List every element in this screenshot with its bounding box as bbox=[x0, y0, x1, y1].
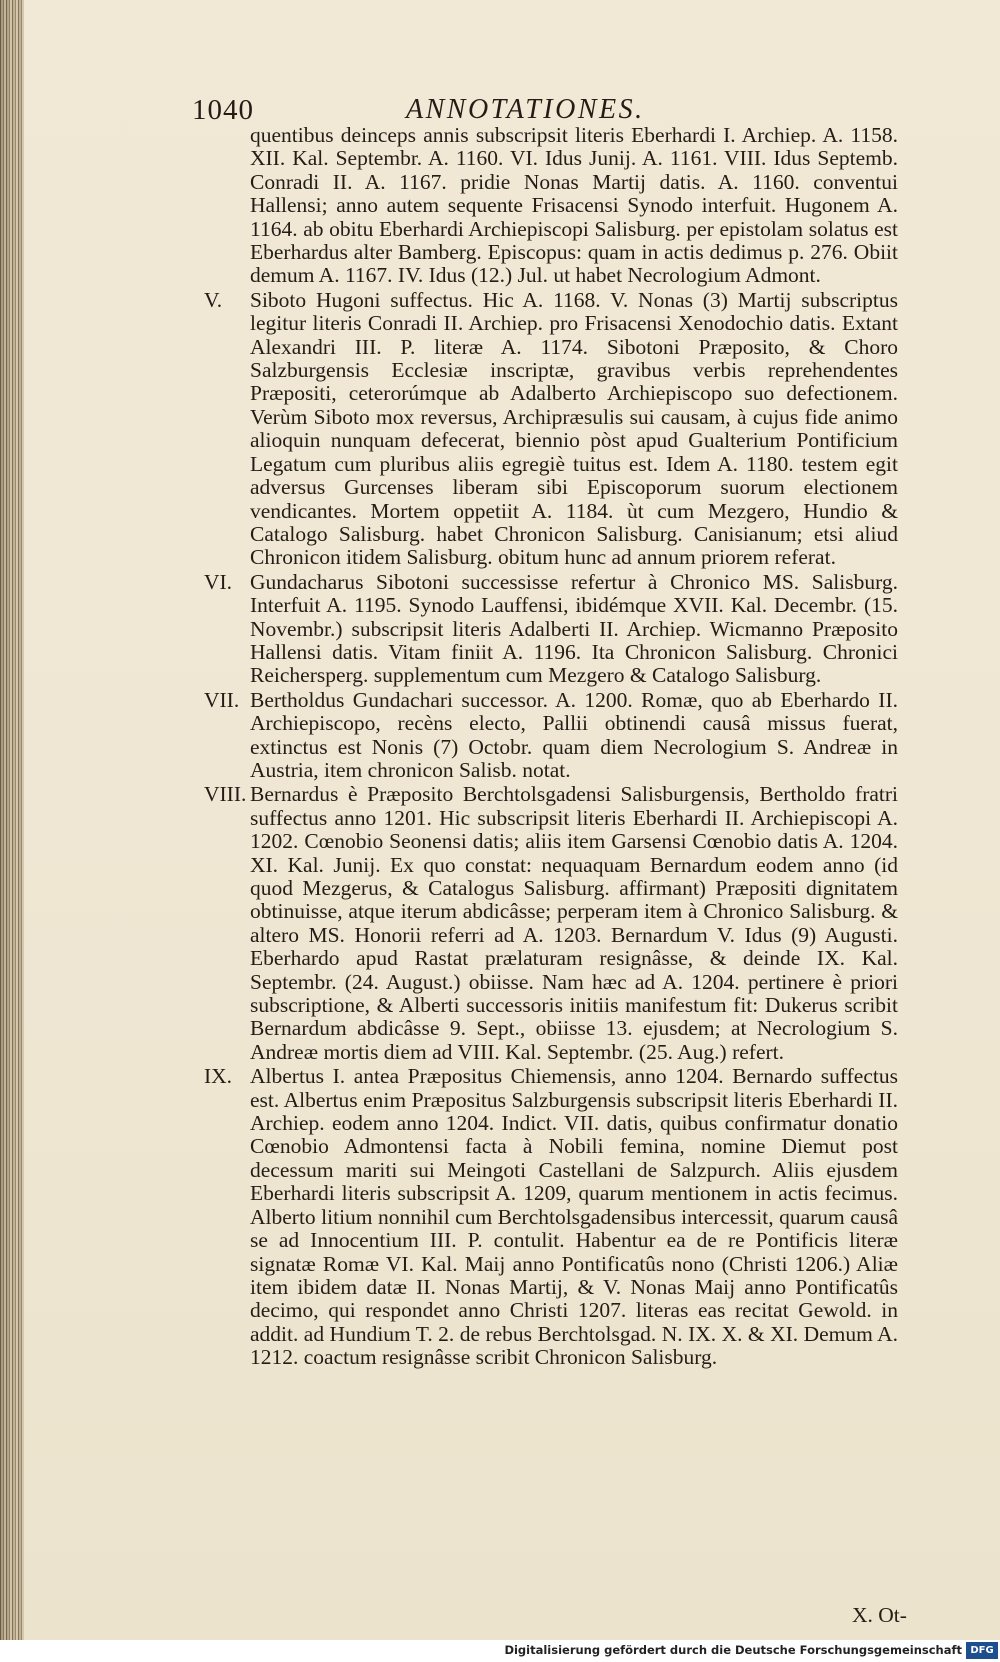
entry-number: VI. bbox=[204, 569, 233, 594]
running-head: ANNOTATIONES. bbox=[406, 94, 645, 125]
entry-number: IX. bbox=[204, 1064, 233, 1089]
entry-continuation bbox=[218, 124, 898, 288]
catchword: X. Ot- bbox=[852, 1603, 907, 1627]
entry-text: Albertus I. antea Præpositus Chiemensis, anno 1204. Bernardo suffectus est. Albertus enim Præpositus Salzburgensis subscripsit literis Eberhardi II. Archiep. eodem anno 1204. Indict. VII. datis, quibus confirmatur donatio Cœnobio Admontensi facta à Nobili femina, nomine Diemut post decessum mariti sui Meingoti Castellani de Salzpurch. Aliis ejusdem Eberhardi literis subscripsit A. 1209, quarum mentionem in actis fecimus. Alberto litium nonnihil cum Berchtolsgadensibus intercessit, quarum causâ se ad Innocentium III. P. contulit. Habentur ea de re Pontificis literæ signatæ Romæ VI. Kal. Maij anno Pontificatûs nono (Christi 1206.) Aliæ item ibidem datæ II. Nonas Martij, & V. Nonas Maij anno Pontificatûs decimo, qui respondet anno Christi 1207. literas eas recitat Gewold. in addit. ad Hundium T. 2. de rebus Berchtolsgad. N. IX. X. & XI. Demum A. 1212. coactum resignâsse scribit Chronicon Salisburg. bbox=[250, 1064, 898, 1370]
dfg-logo: DFG bbox=[966, 1642, 998, 1659]
footer-band bbox=[0, 1640, 1000, 1662]
entry-text: Gundacharus Sibotoni successisse refertur à Chronico MS. Salisburg. Interfuit A. 1195. Synodo Lauffensi, ibidémque XVII. Kal. Decembr. (15. Novembr.) subscripsit literis Adalberti II. Archiep. Wicmanno Præposito Hallensi datis. Vitam finiit A. 1196. Ita Chronicon Salisburg. Chronici Reichersperg. supplementum cum Mezgero & Catalogo Salisburg. bbox=[250, 569, 898, 688]
entry-number: VII. bbox=[204, 687, 240, 712]
body-text bbox=[204, 123, 898, 1370]
entry-number: VIII. bbox=[204, 782, 247, 807]
entry-text: Bertholdus Gundachari successor. A. 1200. Romæ, quo ab Eberhardo II. Archiepiscopo, recèns electo, Pallii obtinendi causâ missus fuerat, extinctus est Nonis (7) Octobr. quam diem Necrologium S. Andreæ in Austria, item chronicon Salisb. notat. bbox=[250, 687, 898, 782]
page-number: 1040 bbox=[192, 94, 254, 126]
entry-viii bbox=[204, 782, 898, 1064]
entry-number: V. bbox=[204, 287, 223, 312]
digitization-credit: Digitalisierung gefördert durch die Deutsche Forschungsgemeinschaft bbox=[504, 1643, 962, 1657]
entry-text: Bernardus è Præposito Berchtolsgadensi Salisburgensis, Bertholdo fratri suffectus anno 1201. Hic subscripsit literis Eberhardi II. Archiepiscopi A. 1202. Cœnobio Seonensi datis; aliis item Garsensi Cœnobio datis A. 1204. XI. Kal. Junij. Ex quo constat: nequaquam Bernardum eodem anno (id quod Mezgerus, & Catalogus Salisburg. affirmant) Præpositi dignitatem obtinuisse, atque iterum abdicâsse; perperam item à Chronico Salisburg. & altero MS. Honorii referri ad A. 1203. Bernardum V. Idus (9) Augusti. Eberhardo apud Rastat prælaturam resignâsse, & deinde IX. Kal. Septembr. (24. August.) obiisse. Nam hæc ad A. 1204. pertinere è priori subscriptione, & Alberti successoris initiis manifestum fit: Dukerus scribit Bernardum abdicâsse 9. Sept., obiisse 13. ejusdem; at Necrologium S. Andreæ mortis diem ad VIII. Kal. Septembr. (25. Aug.) refert. bbox=[250, 782, 898, 1064]
entry-ix bbox=[204, 1064, 898, 1370]
book-fore-edge bbox=[0, 0, 24, 1640]
entry-vi bbox=[204, 569, 898, 688]
entry-vii bbox=[204, 687, 898, 783]
entry-text: quentibus deinceps annis subscripsit literis Eberhardi I. Archiep. A. 1158. XII. Kal. Septembr. A. 1160. VI. Idus Junij. A. 1161. VIII. Idus Septemb. Conradi II. A. 1167. pridie Nonas Martij datis. A. 1160. conventui Hallensi; anno autem sequente Frisacensi Synodo interfuit. Hugonem A. 1164. ab obitu Eberhardi Archiepiscopi Salisburg. per epistolam solatus est Eberhardus alter Bamberg. Episcopus: quam in actis dedimus p. 276. Obiit demum A. 1167. IV. Idus (12.) Jul. ut habet Necrologium Admont. bbox=[250, 123, 898, 288]
entry-v bbox=[204, 287, 898, 570]
entry-text: Siboto Hugoni suffectus. Hic A. 1168. V. Nonas (3) Martij subscriptus legitur literis Conradi II. Archiep. pro Frisacensi Xenodochio datis. Extant Alexandri III. P. literæ A. 1174. Sibotoni Præposito, & Choro Salzburgensis Ecclesiæ inscriptæ, gravibus verbis reprehendentes Præpositi, ceterorúmque ab Adalberto Archiepiscopo suo defectionem. Verùm Siboto mox reversus, Archipræsulis sui causam, à cujus fide animo alioquin nunquam defecerat, biennio pòst apud Gualterium Pontificium Legatum cum pluribus aliis egregiè tuitus est. Idem A. 1180. testem egit adversus Gurcenses liberam sibi Episcoporum suorum electionem vendicantes. Mortem oppetiit A. 1184. ùt cum Mezgero, Hundio & Catalogo Salisburg. habet Chronicon Salisburg. Canisianum; etsi aliud Chronicon itidem Salisburg. obitum hunc ad annum priorem referat. bbox=[250, 287, 898, 570]
